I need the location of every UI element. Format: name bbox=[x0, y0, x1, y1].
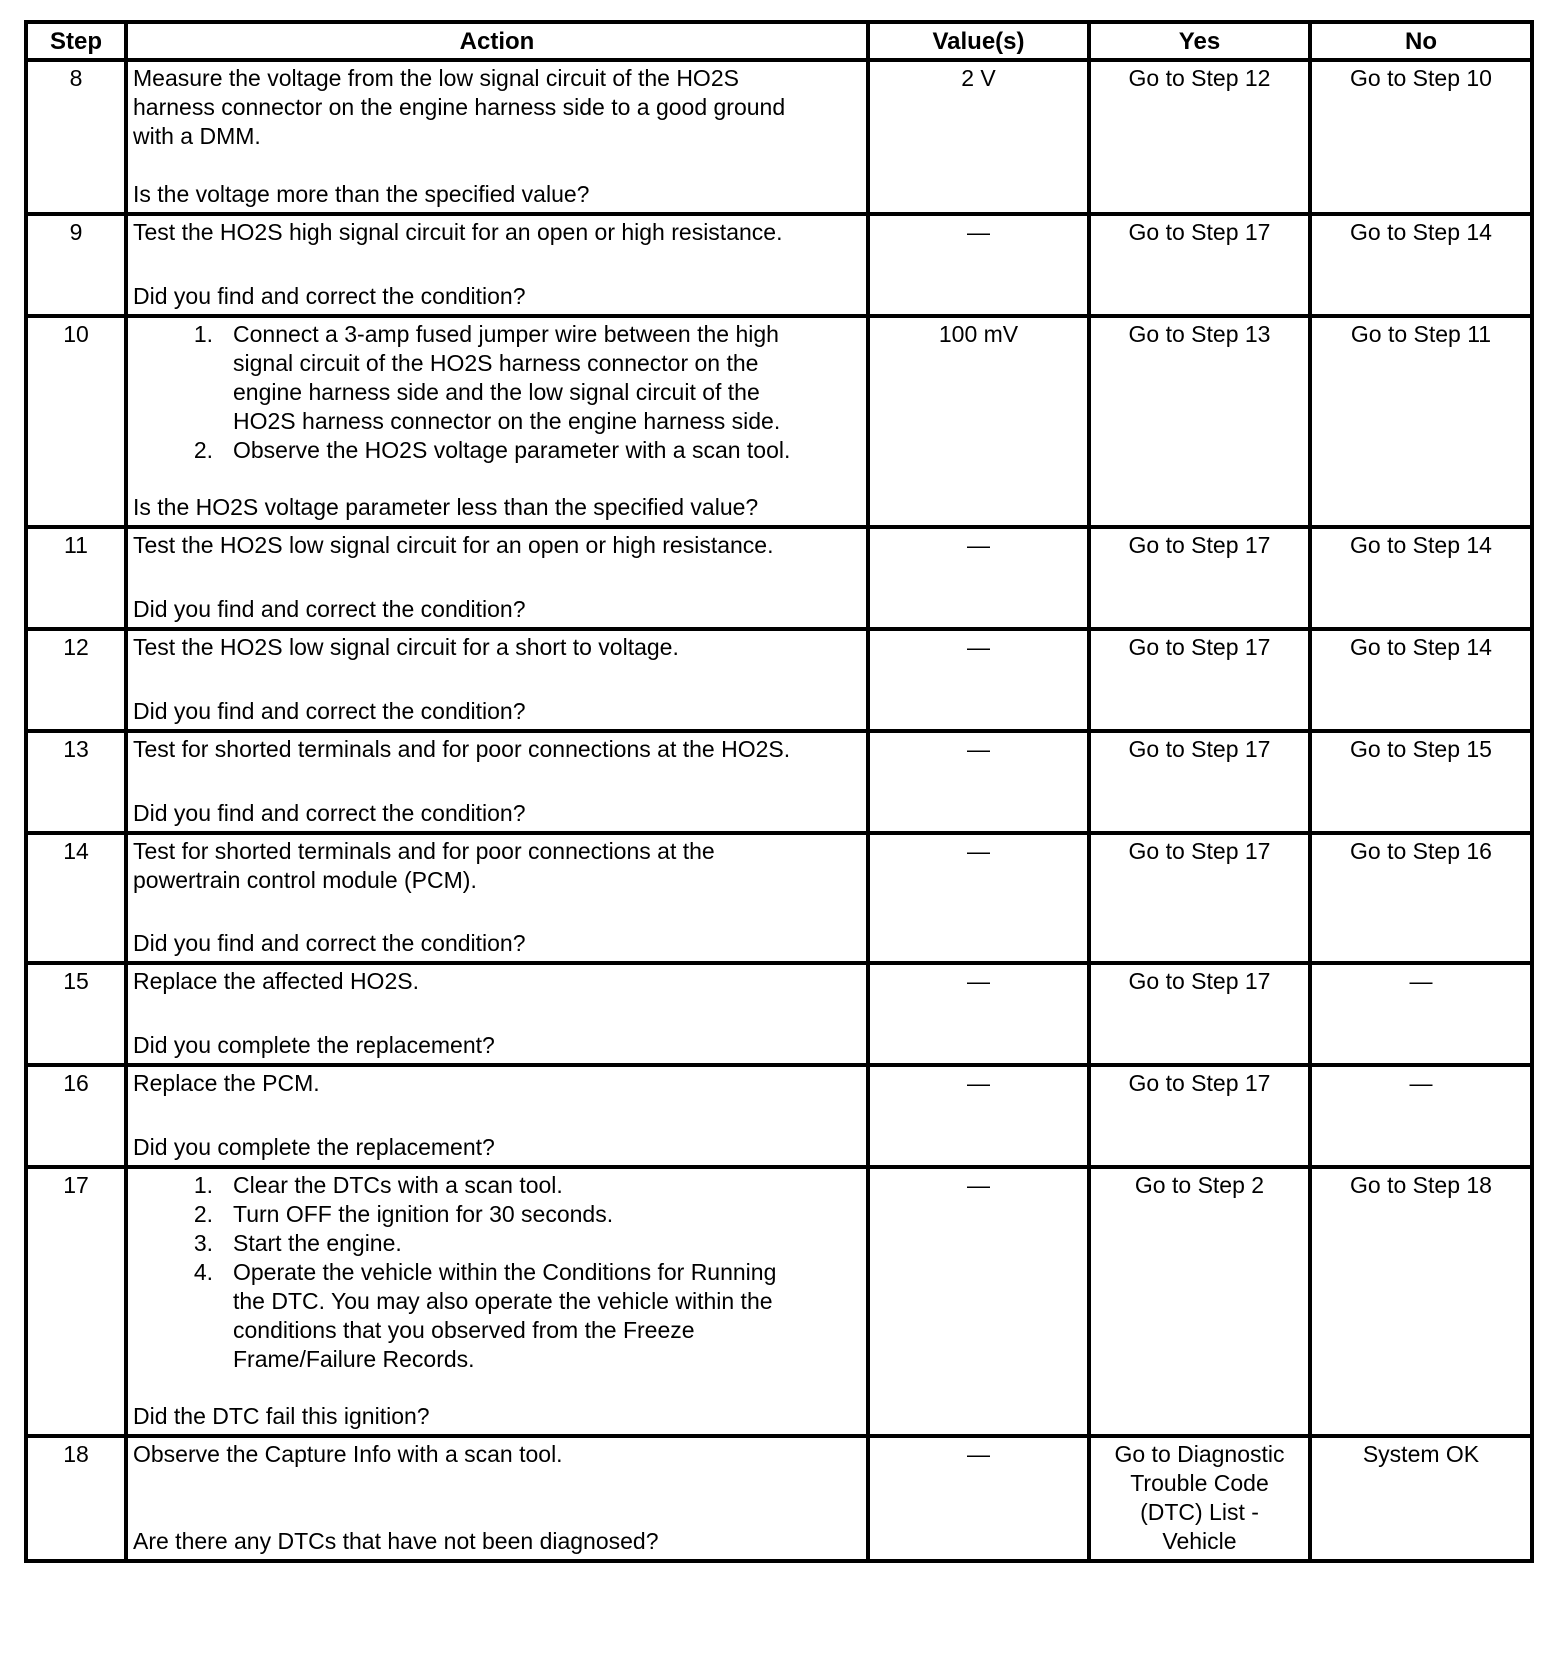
no-cell: — bbox=[1310, 963, 1532, 1065]
action-question: Did you complete the replacement? bbox=[133, 1032, 495, 1058]
list-item-text bbox=[233, 320, 861, 436]
step-cell: 18 bbox=[26, 1436, 126, 1561]
list-item-line: Clear the DTCs with a scan tool. bbox=[233, 1172, 563, 1198]
no-cell: Go to Step 14 bbox=[1310, 527, 1532, 629]
action-cell bbox=[126, 1436, 868, 1561]
value-cell: — bbox=[868, 963, 1089, 1065]
yes-line: Vehicle bbox=[1162, 1528, 1237, 1554]
yes-cell: Go to Step 17 bbox=[1089, 629, 1310, 731]
yes-cell: Go to Step 17 bbox=[1089, 527, 1310, 629]
step-cell: 12 bbox=[26, 629, 126, 731]
list-item-line: engine harness side and the low signal circuit of the bbox=[233, 379, 760, 405]
list-item-line: Start the engine. bbox=[233, 1230, 402, 1256]
action-line: Test the HO2S low signal circuit for an open or high resistance. bbox=[133, 532, 774, 558]
action-question: Did you find and correct the condition? bbox=[133, 800, 526, 826]
action-question: Did you find and correct the condition? bbox=[133, 698, 526, 724]
action-line: Test the HO2S low signal circuit for a short to voltage. bbox=[133, 634, 679, 660]
list-item-line: Frame/Failure Records. bbox=[233, 1346, 475, 1372]
table-row bbox=[26, 629, 1532, 731]
action-content bbox=[133, 64, 861, 209]
list-item-line: conditions that you observed from the Freeze bbox=[233, 1317, 695, 1343]
action-instructions bbox=[133, 633, 861, 662]
value-cell: 2 V bbox=[868, 60, 1089, 214]
yes-line: Go to Diagnostic bbox=[1114, 1441, 1285, 1467]
action-instructions bbox=[133, 1440, 861, 1469]
list-item bbox=[133, 1258, 861, 1374]
step-cell: 14 bbox=[26, 833, 126, 963]
action-cell bbox=[126, 60, 868, 214]
action-steps-list bbox=[133, 320, 861, 465]
no-cell: Go to Step 18 bbox=[1310, 1167, 1532, 1436]
list-item bbox=[133, 1200, 861, 1229]
diagnostic-table bbox=[24, 20, 1534, 1563]
table-row bbox=[26, 731, 1532, 833]
list-item-line: Observe the HO2S voltage parameter with a scan tool. bbox=[233, 437, 791, 463]
header-yes: Yes bbox=[1089, 22, 1310, 60]
action-question: Is the HO2S voltage parameter less than the specified value? bbox=[133, 494, 759, 520]
no-cell: System OK bbox=[1310, 1436, 1532, 1561]
header-values: Value(s) bbox=[868, 22, 1089, 60]
action-instructions bbox=[133, 735, 861, 764]
action-cell bbox=[126, 629, 868, 731]
action-line: harness connector on the engine harness side to a good ground bbox=[133, 94, 786, 120]
value-cell: — bbox=[868, 731, 1089, 833]
table-row bbox=[26, 214, 1532, 316]
header-no: No bbox=[1310, 22, 1532, 60]
action-instructions bbox=[133, 967, 861, 996]
action-cell bbox=[126, 731, 868, 833]
action-line: Test the HO2S high signal circuit for an open or high resistance. bbox=[133, 219, 783, 245]
yes-cell: Go to Step 17 bbox=[1089, 1065, 1310, 1167]
action-line: Replace the affected HO2S. bbox=[133, 968, 419, 994]
step-cell: 16 bbox=[26, 1065, 126, 1167]
step-cell: 13 bbox=[26, 731, 126, 833]
table-row bbox=[26, 1065, 1532, 1167]
step-cell: 17 bbox=[26, 1167, 126, 1436]
no-cell: Go to Step 15 bbox=[1310, 731, 1532, 833]
list-item-line: HO2S harness connector on the engine harness side. bbox=[233, 408, 781, 434]
list-item-number: 2. bbox=[193, 1201, 213, 1227]
table-row bbox=[26, 316, 1532, 527]
action-line: Test for shorted terminals and for poor connections at the HO2S. bbox=[133, 736, 791, 762]
table-row bbox=[26, 1167, 1532, 1436]
action-instructions bbox=[133, 531, 861, 560]
action-line: with a DMM. bbox=[133, 123, 261, 149]
yes-cell: Go to Step 2 bbox=[1089, 1167, 1310, 1436]
action-line: powertrain control module (PCM). bbox=[133, 867, 477, 893]
table-row bbox=[26, 963, 1532, 1065]
no-cell: Go to Step 16 bbox=[1310, 833, 1532, 963]
table-row bbox=[26, 833, 1532, 963]
action-cell bbox=[126, 963, 868, 1065]
table-row bbox=[26, 527, 1532, 629]
list-item bbox=[133, 1229, 861, 1258]
value-cell: 100 mV bbox=[868, 316, 1089, 527]
header-action: Action bbox=[126, 22, 868, 60]
value-cell: — bbox=[868, 1436, 1089, 1561]
yes-cell: Go to Step 12 bbox=[1089, 60, 1310, 214]
action-instructions bbox=[133, 64, 861, 151]
list-item-text bbox=[233, 1171, 861, 1200]
action-instructions bbox=[133, 1069, 861, 1098]
action-question: Is the voltage more than the specified value? bbox=[133, 181, 590, 207]
yes-cell bbox=[1089, 1436, 1310, 1561]
action-line: Test for shorted terminals and for poor connections at the bbox=[133, 838, 715, 864]
action-cell bbox=[126, 527, 868, 629]
action-instructions bbox=[133, 218, 861, 247]
action-line: Observe the Capture Info with a scan tool. bbox=[133, 1441, 563, 1467]
action-content bbox=[133, 837, 861, 958]
action-question: Did the DTC fail this ignition? bbox=[133, 1403, 430, 1429]
action-content bbox=[133, 1440, 861, 1556]
action-cell bbox=[126, 833, 868, 963]
yes-cell: Go to Step 17 bbox=[1089, 731, 1310, 833]
action-line: Replace the PCM. bbox=[133, 1070, 320, 1096]
action-line: Measure the voltage from the low signal circuit of the HO2S bbox=[133, 65, 739, 91]
table-row bbox=[26, 60, 1532, 214]
step-cell: 10 bbox=[26, 316, 126, 527]
list-item bbox=[133, 320, 861, 436]
yes-line: (DTC) List - bbox=[1140, 1499, 1259, 1525]
yes-line: Trouble Code bbox=[1130, 1470, 1269, 1496]
yes-cell: Go to Step 17 bbox=[1089, 214, 1310, 316]
list-item-line: Connect a 3-amp fused jumper wire between the high bbox=[233, 321, 779, 347]
header-step: Step bbox=[26, 22, 126, 60]
yes-cell: Go to Step 17 bbox=[1089, 833, 1310, 963]
action-content bbox=[133, 1069, 861, 1162]
step-cell: 15 bbox=[26, 963, 126, 1065]
action-content bbox=[133, 1171, 861, 1431]
action-cell bbox=[126, 1065, 868, 1167]
list-item-number: 4. bbox=[193, 1259, 213, 1285]
action-instructions bbox=[133, 837, 861, 895]
action-cell bbox=[126, 316, 868, 527]
step-cell: 8 bbox=[26, 60, 126, 214]
action-content bbox=[133, 218, 861, 311]
list-item-line: Operate the vehicle within the Conditions for Running bbox=[233, 1259, 777, 1285]
action-question: Did you find and correct the condition? bbox=[133, 930, 526, 956]
value-cell: — bbox=[868, 1167, 1089, 1436]
action-content bbox=[133, 967, 861, 1060]
no-cell: Go to Step 14 bbox=[1310, 629, 1532, 731]
list-item-number: 1. bbox=[193, 1172, 213, 1198]
step-cell: 11 bbox=[26, 527, 126, 629]
value-cell: — bbox=[868, 527, 1089, 629]
value-cell: — bbox=[868, 214, 1089, 316]
action-cell bbox=[126, 1167, 868, 1436]
no-cell: Go to Step 10 bbox=[1310, 60, 1532, 214]
list-item-line: signal circuit of the HO2S harness connector on the bbox=[233, 350, 759, 376]
table-row bbox=[26, 1436, 1532, 1561]
header-row bbox=[26, 22, 1532, 60]
no-cell: Go to Step 14 bbox=[1310, 214, 1532, 316]
action-steps-list bbox=[133, 1171, 861, 1374]
action-question: Did you complete the replacement? bbox=[133, 1134, 495, 1160]
action-question: Are there any DTCs that have not been diagnosed? bbox=[133, 1528, 659, 1554]
no-cell: — bbox=[1310, 1065, 1532, 1167]
action-question: Did you find and correct the condition? bbox=[133, 283, 526, 309]
action-content bbox=[133, 531, 861, 624]
action-instructions bbox=[133, 320, 861, 465]
action-content bbox=[133, 320, 861, 522]
list-item-text bbox=[233, 436, 861, 465]
list-item-number: 3. bbox=[193, 1230, 213, 1256]
value-cell: — bbox=[868, 1065, 1089, 1167]
yes-cell: Go to Step 13 bbox=[1089, 316, 1310, 527]
list-item-number: 1. bbox=[193, 321, 213, 347]
list-item-text bbox=[233, 1229, 861, 1258]
list-item-text bbox=[233, 1258, 861, 1374]
value-cell: — bbox=[868, 629, 1089, 731]
action-content bbox=[133, 633, 861, 726]
list-item-text bbox=[233, 1200, 861, 1229]
action-content bbox=[133, 735, 861, 828]
list-item-number: 2. bbox=[193, 437, 213, 463]
no-cell: Go to Step 11 bbox=[1310, 316, 1532, 527]
yes-cell: Go to Step 17 bbox=[1089, 963, 1310, 1065]
list-item bbox=[133, 436, 861, 465]
action-instructions bbox=[133, 1171, 861, 1374]
list-item-line: the DTC. You may also operate the vehicle within the bbox=[233, 1288, 773, 1314]
list-item bbox=[133, 1171, 861, 1200]
step-cell: 9 bbox=[26, 214, 126, 316]
value-cell: — bbox=[868, 833, 1089, 963]
action-question: Did you find and correct the condition? bbox=[133, 596, 526, 622]
action-cell bbox=[126, 214, 868, 316]
list-item-line: Turn OFF the ignition for 30 seconds. bbox=[233, 1201, 614, 1227]
